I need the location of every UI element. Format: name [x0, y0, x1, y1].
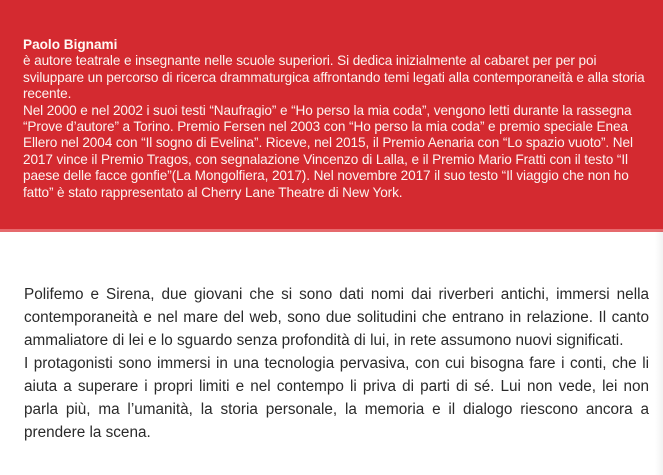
synopsis-section: [0, 283, 663, 444]
bio-paragraph-awards: Nel 2000 e nel 2002 i suoi testi “Naufragio” e “Ho perso la mia coda”, vengono letti durante la rassegna “Prove d’autore” a Torino. Premio Fersen nel 2003 con “Ho perso la mia coda” e premio speciale Enea Ellero nel 2004 con “Il sogno di Evelina”. Riceve, nel 2015, il Premio Aenaria con “Lo spazio vuoto”. Nel 2017 vince il Premio Tragos, con segnalazione Vincenzo di Lalla, e il Premio Mario Fratti con il testo “Il paese delle facce gonfie”(La Mongolfiera, 2017). Nel novembre 2017 il suo testo “Il viaggio che non ho fatto” è stato rappresentato al Cherry Lane Theatre di New York.: [23, 102, 633, 200]
synopsis-paragraph-themes: I protagonisti sono immersi in una tecnologia pervasiva, con cui bisogna fare i conti, che li aiuta a superare i propri limiti e nel contempo li priva di parti di sé. Lui non vede, lei non parla più, ma l’umanità, la storia personale, la memoria e il dialogo riescono ancora a prendere la scena.: [24, 355, 649, 441]
author-name: Paolo Bignami: [23, 37, 118, 52]
page-edge-shadow: [655, 231, 663, 475]
author-bio-section: [0, 0, 663, 231]
bio-paragraph-intro: è autore teatrale e insegnante nelle scuole superiori. Si dedica inizialmente al cabaret per per poi sviluppare un percorso di ricerca drammaturgica affrontando temi legati alla contemporaneità e alla storia recente.: [23, 53, 645, 102]
synopsis-paragraph-plot: Polifemo e Sirena, due giovani che si sono dati nomi dai riverberi antichi, immersi nella contemporaneità e nel mare del web, sono due solitudini che entrano in relazione. Il canto ammaliatore di lei e lo sguardo senza profondità di lui, in rete assumono nuovi significati.: [24, 286, 649, 349]
band-divider: [0, 229, 663, 232]
